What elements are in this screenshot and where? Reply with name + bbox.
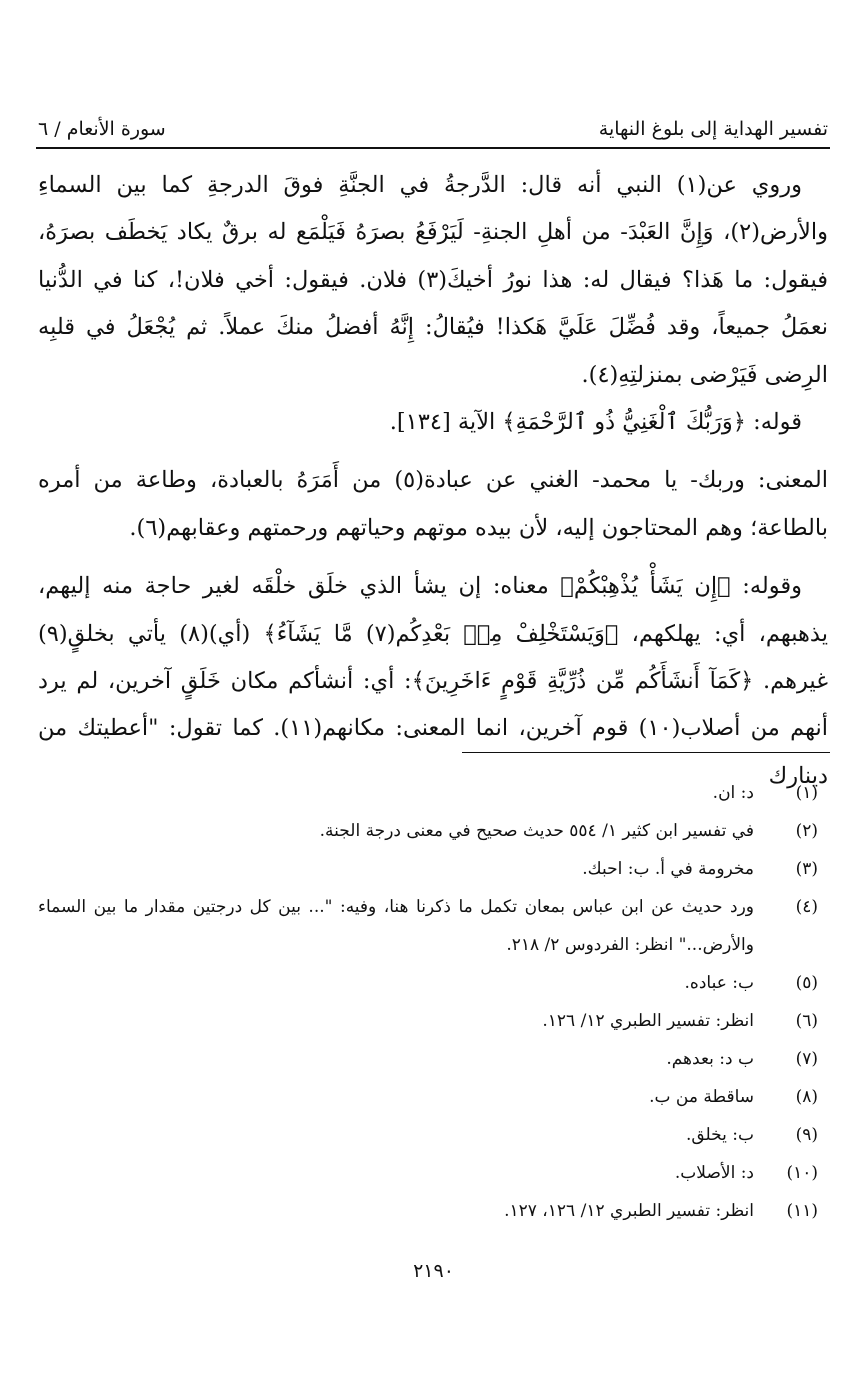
footnote: (٣) مخرومة في أ. ب: احبك. xyxy=(582,859,818,879)
footnote: (٦) انظر: تفسير الطبري ١٢/ ١٢٦. xyxy=(542,1011,818,1031)
footnote: (٨) ساقطة من ب. xyxy=(649,1087,818,1107)
footnote: (١) د: ان. xyxy=(712,783,818,803)
footnote: (١٠) د: الأصلاب. xyxy=(674,1163,818,1183)
footnote: (٢) في تفسير ابن كثير ١/ ٥٥٤ حديث صحيح في معنى درجة الجنة. xyxy=(319,821,818,841)
footnotes-list xyxy=(38,774,828,1230)
footnote: (٧) ب د: بعدهم. xyxy=(666,1049,818,1069)
footnote: (٥) ب: عباده. xyxy=(684,973,818,993)
surah-label: سورة الأنعام / ٦ xyxy=(38,118,166,140)
book-title: تفسير الهداية إلى بلوغ النهاية xyxy=(598,118,828,140)
footnote: (١١) انظر: تفسير الطبري ١٢/ ١٢٦، ١٢٧. xyxy=(504,1201,818,1221)
footnote: (٤) ورد حديث عن ابن عباس بمعان تكمل ما ذكرنا هنا، وفيه: "... بين كل درجتين مقدار ما بين السماء والأرض..." انظر: الفردوس ٢/ ٢١٨. xyxy=(38,897,818,955)
paragraph-hadith: وروي عن(١) النبي أنه قال: الدَّرجةُ في الجنَّةِ فوقَ الدرجةِ كما بين السماءِ والأرض(٢)، وَإِنَّ العَبْدَ- من أهلِ الجنةِ- لَيَرْفَعُ بصرَهُ فَيَلْمَع له برقٌ يكاد يَخطَف بصرَهُ، فيقول: ما هَذا؟ فيقال له: هذا نورُ أخيكَ(٣) فلان. فيقول: أخي فلان!، كنا في الدُّنيا نعمَلُ جميعاً، وقد فُضِّلَ عَلَيَّ هَكذا! فيُقالُ: إِنَّهُ أفضلُ منكَ عملاً. ثم يُجْعَلُ في قلبِه الرِضى فَيَرْضى بمنزلتِهِ(٤). xyxy=(38,172,828,388)
main-text xyxy=(38,162,828,800)
header-rule xyxy=(36,147,830,149)
footnote: (٩) ب: يخلق. xyxy=(685,1125,818,1145)
paragraph-verse-quote: قوله: ﴿وَرَبُّكَ ٱلْغَنِيُّ ذُو ٱلرَّحْمَةِ﴾ الآية [١٣٤]. xyxy=(389,409,802,436)
running-header xyxy=(38,106,828,140)
paragraph-meaning: المعنى: وربك- يا محمد- الغني عن عبادة(٥) من أَمَرَهُ بالعبادة، وطاعة من أمره بالطاعة؛ وهم المحتاجون إليه، لأن بيده موتهم وحياتهم ورحمتهم وعقابهم(٦). xyxy=(38,467,828,541)
page-number: ٢١٩٠ xyxy=(413,1260,454,1282)
paragraph-commentary: وقوله: ﴿إِن يَشَأْ يُذْهِبْكُمْ﴾ معناه: إن يشأ الذي خلَق خلْقَه لغير حاجة منه إليهم، يذهبهم، أي: يهلكهم، ﴿وَيَسْتَخْلِفْ مِنۢ بَعْدِكُم(٧) مَّا يَشَآءُ﴾ (أي)(٨) يأتي بخلقٍ(٩) غيرهم. ﴿كَمَآ أَنشَأَكُم مِّن ذُرِّيَّةِ قَوْمٍ ءَاخَرِينَ﴾: أي: أنشأكم مكان خَلَقٍ آخرين، لم يرد أنهم من أصلاب(١٠) قوم آخرين، انما المعنى: مكانهم(١١). كما تقول: "أعطيتك من دينارك xyxy=(38,573,829,789)
footnote-separator xyxy=(462,752,830,753)
